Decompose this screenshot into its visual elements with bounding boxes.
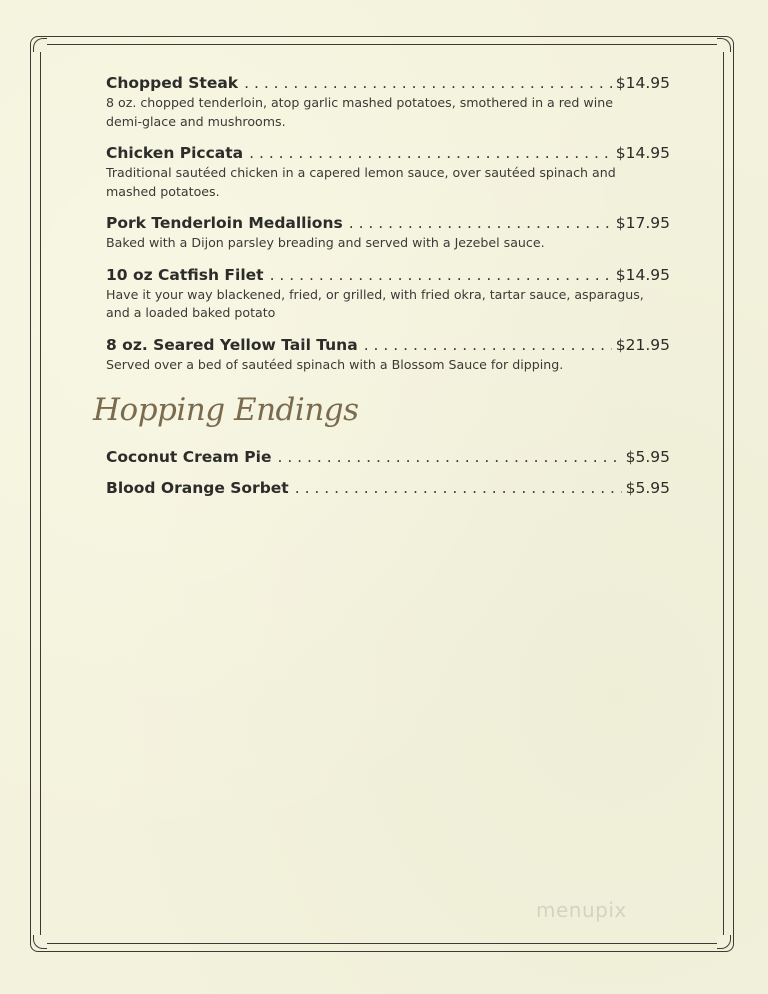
menu-item-name: Chopped Steak <box>106 74 239 92</box>
menu-item-name: Pork Tenderloin Medallions <box>106 214 343 232</box>
menu-item-price: $14.95 <box>615 144 670 162</box>
menu-item-name: Blood Orange Sorbet <box>106 479 289 497</box>
section-title-desserts: Hopping Endings <box>93 392 359 428</box>
dot-leader <box>277 446 621 468</box>
menu-item-description: Served over a bed of sautéed spinach with a Blossom Sauce for dipping. <box>106 356 564 372</box>
menu-item-price: $21.95 <box>615 335 670 354</box>
menu-item-name: Coconut Cream Pie <box>106 448 272 466</box>
dot-leader <box>270 264 612 286</box>
dessert-list <box>106 446 670 508</box>
dot-leader <box>364 334 612 356</box>
menu-item-price: $5.95 <box>625 479 670 497</box>
menu-item-description: Have it your way blackened, fried, or grilled, with fried okra, tartar sauce, asparagus, and a loaded baked potato <box>106 286 644 320</box>
menu-item-price: $14.95 <box>615 265 670 284</box>
border-corner-top-left <box>33 38 47 52</box>
menu-item-price: $17.95 <box>615 214 670 232</box>
menu-item-name: Chicken Piccata <box>106 144 244 162</box>
menu-item-name: 10 oz Catfish Filet <box>106 265 264 284</box>
menu-item-description: 8 oz. chopped tenderloin, atop garlic mashed potatoes, smothered in a red wine demi-glace and mushrooms. <box>106 95 613 129</box>
dot-leader <box>295 477 622 499</box>
entree-list <box>106 72 670 385</box>
menu-item-chopped-steak <box>106 72 670 131</box>
menu-item-catfish-filet <box>106 264 670 323</box>
menu-item-pork-tenderloin <box>106 212 670 253</box>
dot-leader <box>349 212 612 234</box>
menu-item-description: Traditional sautéed chicken in a capered lemon sauce, over sautéed spinach and mashed potatoes. <box>106 165 616 199</box>
menu-item-yellow-tail-tuna <box>106 334 670 375</box>
menu-item-price: $5.95 <box>625 448 670 466</box>
dot-leader <box>244 72 612 94</box>
menu-item-name: 8 oz. Seared Yellow Tail Tuna <box>106 335 358 354</box>
menu-item-blood-orange-sorbet <box>106 477 670 499</box>
menu-item-price: $14.95 <box>615 74 670 92</box>
dot-leader <box>249 142 612 164</box>
menu-item-chicken-piccata <box>106 142 670 201</box>
watermark-logo: menupix <box>536 898 627 922</box>
menu-item-description: Baked with a Dijon parsley breading and served with a Jezebel sauce. <box>106 235 545 250</box>
menu-item-coconut-cream-pie <box>106 446 670 468</box>
